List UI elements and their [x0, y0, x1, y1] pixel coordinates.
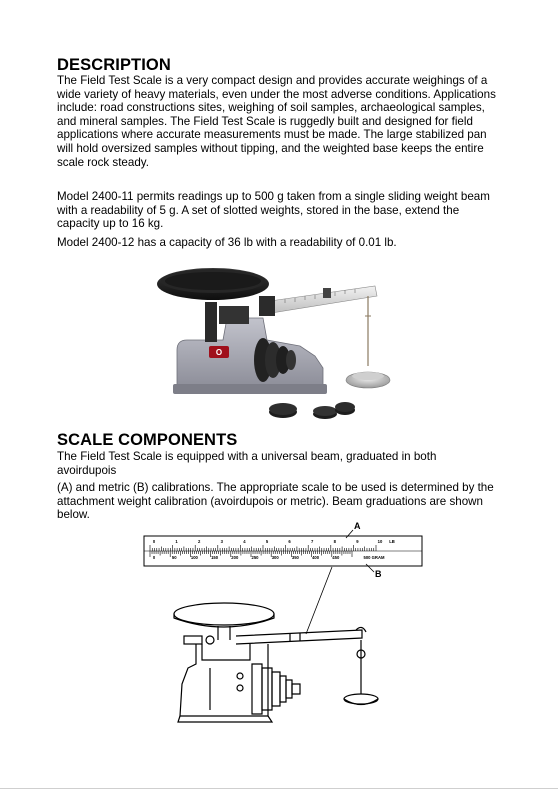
lb-tick-label: 6 [288, 539, 291, 544]
label-b: B [375, 569, 382, 579]
gram-tick-label: 150 [211, 555, 219, 560]
lb-tick-label: 5 [265, 539, 269, 544]
lb-tick-label: 3 [220, 539, 223, 544]
lb-tick-label: 2 [198, 539, 201, 544]
gram-tick-label: 400 [312, 555, 320, 560]
beam-graduation-diagram [140, 518, 435, 738]
lb-tick-label: 9 [356, 539, 359, 544]
gram-tick-label: 500 GRAM [363, 555, 385, 560]
gram-tick-label: 450 [332, 555, 340, 560]
gram-tick-label: 0 [152, 555, 156, 560]
lb-tick-label: 7 [311, 539, 314, 544]
components-paragraph-2: (A) and metric (B) calibrations. The appropriate scale to be used is determined by the attachment weight calibration (avoirdupois or metric). Beam graduations are shown below. [57, 481, 494, 522]
gram-tick-label: 300 [271, 555, 279, 560]
description-paragraph-1: The Field Test Scale is a very compact design and provides accurate weighings of a wide variety of heavy materials, even under the most adverse conditions. Applications include: road constructions sites, weighing of soil samples, archaeological samples, and mineral samples. The Field Test Scale is ruggedly built and designed for field applications where accurate measurements must be made. The large stabilized pan will hold oversized samples without tipping, and the weighted base keeps the entire scale rock steady. [57, 74, 496, 169]
gram-tick-label: 100 [190, 555, 198, 560]
gram-tick-label: 200 [231, 555, 239, 560]
lb-tick-label: 4 [243, 539, 246, 544]
gram-tick-label: 350 [291, 555, 299, 560]
lb-tick-label: 8 [333, 539, 336, 544]
description-heading: DESCRIPTION [57, 56, 171, 74]
scale-components-heading: SCALE COMPONENTS [57, 431, 238, 449]
label-a: A [354, 521, 361, 531]
description-paragraph-3: Model 2400-12 has a capacity of 36 lb with a readability of 0.01 lb. [57, 236, 397, 249]
lb-tick-label: 0 [152, 539, 156, 544]
gram-tick-label: 250 [251, 555, 259, 560]
gram-tick-label: 50 [171, 555, 177, 560]
description-paragraph-2: Model 2400-11 permits readings up to 500 g taken from a single sliding weight beam with a readability of 5 g. A set of slotted weights, stored in the base, extend the capacity up to 16 kg. [57, 190, 490, 231]
components-paragraph-1: The Field Test Scale is equipped with a universal beam, graduated in both avoirdupois [57, 450, 437, 477]
lb-tick-label: 10 [377, 539, 383, 544]
scale-line-drawing [174, 603, 378, 722]
svg-text:O: O [215, 348, 223, 357]
field-test-scale-photo [155, 256, 400, 428]
lb-tick-label: 1 [175, 539, 178, 544]
page-bottom-rule [0, 788, 558, 789]
lb-tick-label: LB [389, 539, 395, 544]
